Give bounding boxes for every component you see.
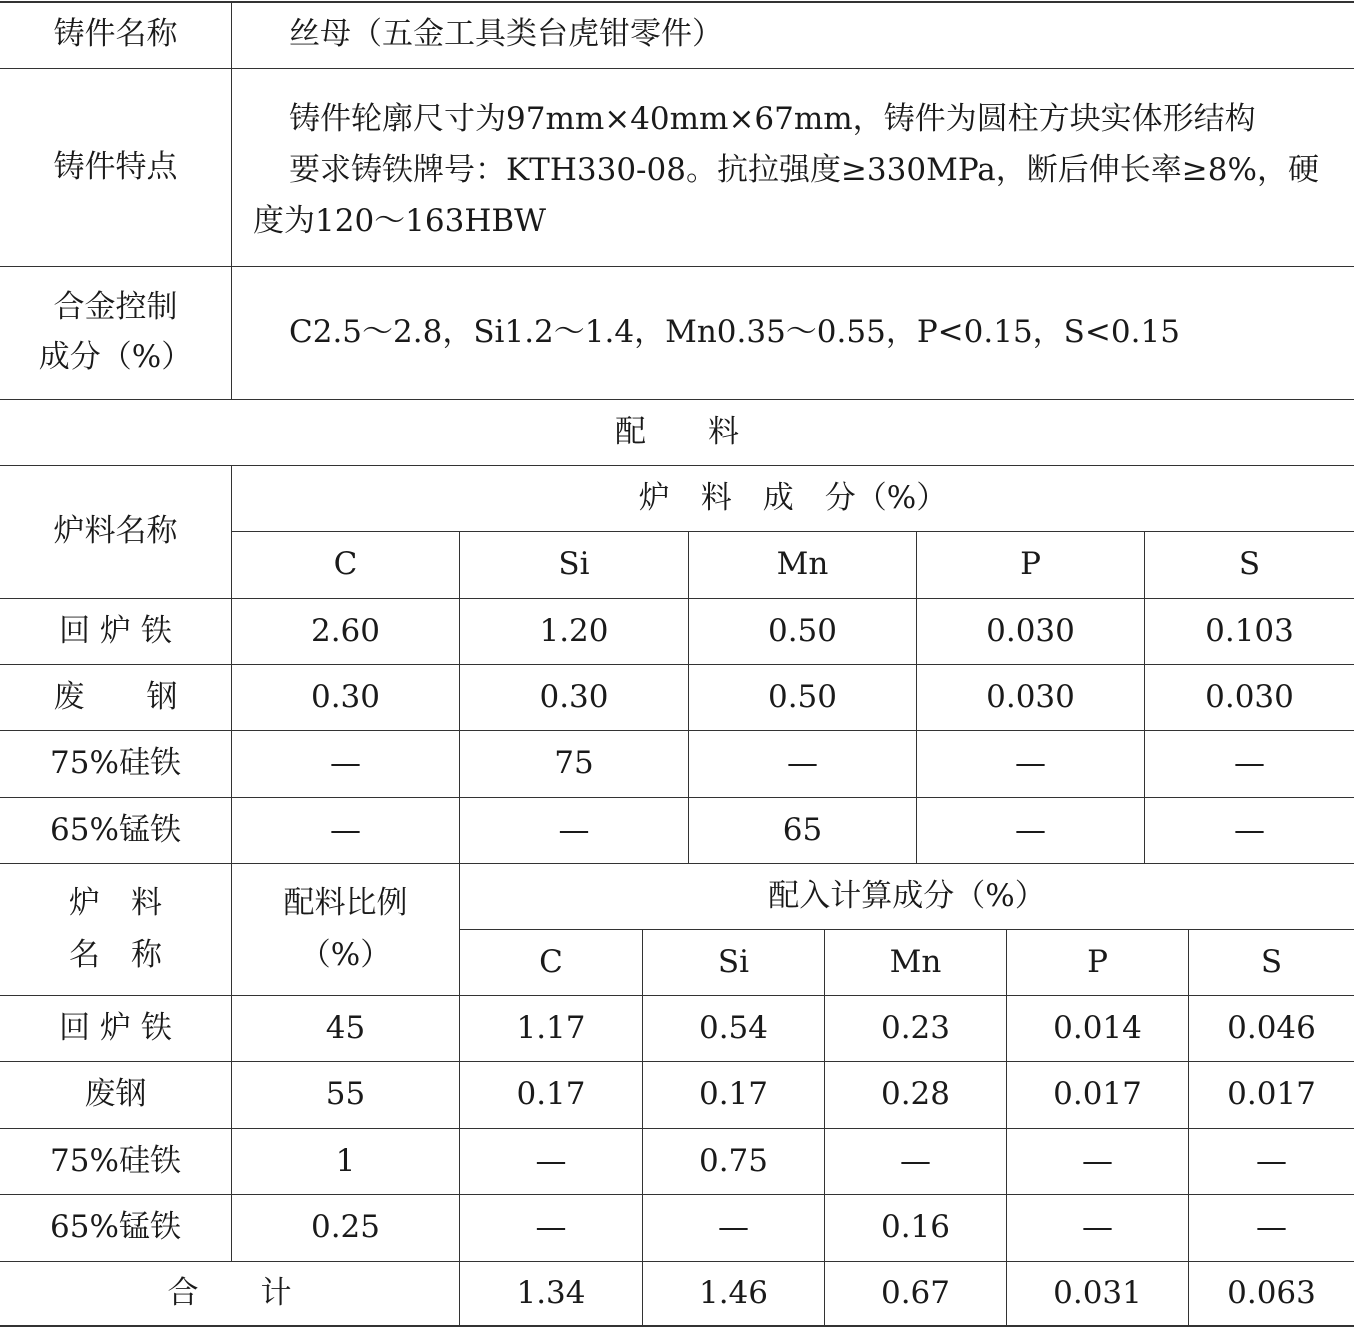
charge-col-header: P [1020,546,1041,583]
calc-cell: — [535,1142,567,1179]
charge-cell: 0.030 [1205,678,1294,715]
charge-name-header: 炉料名称 [53,513,178,550]
calc-row-ratio: 45 [325,1009,366,1046]
calc-row-ratio: 55 [325,1076,366,1113]
casting-name-value: 丝母（五金工具类台虎钳零件） [289,16,723,53]
calc-name-header [0,864,231,995]
charge-cell: 0.030 [986,612,1075,649]
total-cell: 0.031 [1053,1274,1142,1311]
calc-ratio-header-line: （%） [299,936,392,973]
calc-col-header: C [539,943,563,980]
charge-cell: — [1234,745,1265,782]
calc-name-header-line: 名 称 [69,936,162,973]
charge-cell: — [330,745,361,782]
alloy-label [0,267,231,399]
charge-cell: 0.103 [1205,612,1294,649]
feature-line: 要求铸铁牌号：KTH330-08。抗拉强度≥330MPa，断后伸长率≥8%，硬 [289,152,1319,188]
calc-ratio-header [232,864,459,995]
alloy-label-line: 成分（%） [38,339,193,375]
calc-cell: — [900,1142,931,1179]
calc-row-name: 回 炉 铁 [59,1009,172,1046]
calc-row-ratio: 1 [335,1142,356,1179]
calc-cell: 0.17 [516,1076,586,1113]
calc-col-header: Si [717,943,750,980]
charge-cell: — [1234,811,1265,848]
calc-cell: 0.017 [1227,1076,1316,1113]
calc-cell: 0.014 [1053,1009,1142,1046]
total-label: 合 计 [167,1274,292,1311]
feature-line: 铸件轮廓尺寸为97mm×40mm×67mm，铸件为圆柱方块实体形结构 [289,101,1256,137]
charge-cell: — [330,811,361,848]
calc-ratio-header-line: 配料比例 [283,885,408,922]
alloy-label-line: 合金控制 [53,289,178,326]
charge-cell: 1.20 [539,612,609,649]
calc-cell: 0.28 [880,1076,951,1113]
calc-name-header-line: 炉 料 [69,885,162,922]
charge-cell: 65 [782,811,823,848]
calc-cell: — [1256,1142,1287,1179]
calc-col-header: P [1087,943,1108,980]
calc-group-header: 配入计算成分（%） [768,877,1046,914]
charge-cell: — [1015,745,1046,782]
calc-cell: — [1082,1209,1113,1246]
charge-group-header: 炉 料 成 分（%） [638,479,948,516]
casting-feature-text [253,94,1343,254]
feature-line: 度为120～163HBW [253,203,547,239]
charge-row-name: 75%硅铁 [50,745,181,782]
calc-cell: — [718,1209,749,1246]
calc-cell: — [535,1209,567,1246]
charge-cell: — [558,811,590,848]
charge-cell: 2.60 [310,612,381,649]
charge-cell: 0.30 [539,678,609,715]
calc-col-header: S [1260,943,1283,980]
calc-row-name: 65%锰铁 [50,1209,181,1246]
charge-cell: 0.50 [767,678,838,715]
calc-col-header: Mn [889,943,942,980]
charge-cell: 0.030 [986,678,1075,715]
charge-col-header: Mn [776,546,829,583]
total-cell: 1.34 [516,1274,586,1311]
calc-cell: 0.23 [880,1009,951,1046]
calc-cell: 1.17 [516,1009,586,1046]
calc-cell: 0.17 [698,1076,769,1113]
charge-cell: 0.50 [767,612,838,649]
calc-cell: 0.54 [698,1009,769,1046]
charge-col-header: Si [558,546,590,583]
charge-cell: — [1015,811,1046,848]
calc-cell: 0.16 [880,1209,951,1246]
total-cell: 1.46 [698,1274,769,1311]
charge-cell: 75 [554,745,594,782]
rule [231,1,232,399]
charge-row-name: 废 钢 [53,678,178,715]
rule [0,1325,1354,1327]
calc-row-name: 75%硅铁 [50,1142,181,1179]
casting-name-label: 铸件名称 [53,16,178,53]
calc-cell: 0.017 [1053,1076,1142,1113]
calc-row-name: 废钢 [84,1076,147,1113]
total-cell: 0.67 [880,1274,951,1311]
charge-col-header: S [1238,546,1261,583]
calc-row-ratio: 0.25 [310,1209,381,1246]
charge-col-header: C [333,546,358,583]
total-cell: 0.063 [1227,1274,1316,1311]
charge-cell: — [787,745,818,782]
calc-cell: 0.75 [698,1142,769,1179]
charge-row-name: 65%锰铁 [50,811,181,848]
batching-title: 配 料 [615,413,739,450]
alloy-value: C2.5～2.8，Si1.2～1.4，Mn0.35～0.55，P<0.15，S<0.15 [289,314,1180,351]
casting-feature-label: 铸件特点 [53,148,178,185]
calc-cell: — [1256,1209,1287,1246]
charge-row-name: 回 炉 铁 [59,612,172,649]
calc-cell: — [1082,1142,1113,1179]
calc-cell: 0.046 [1227,1009,1316,1046]
charge-cell: 0.30 [310,678,381,715]
